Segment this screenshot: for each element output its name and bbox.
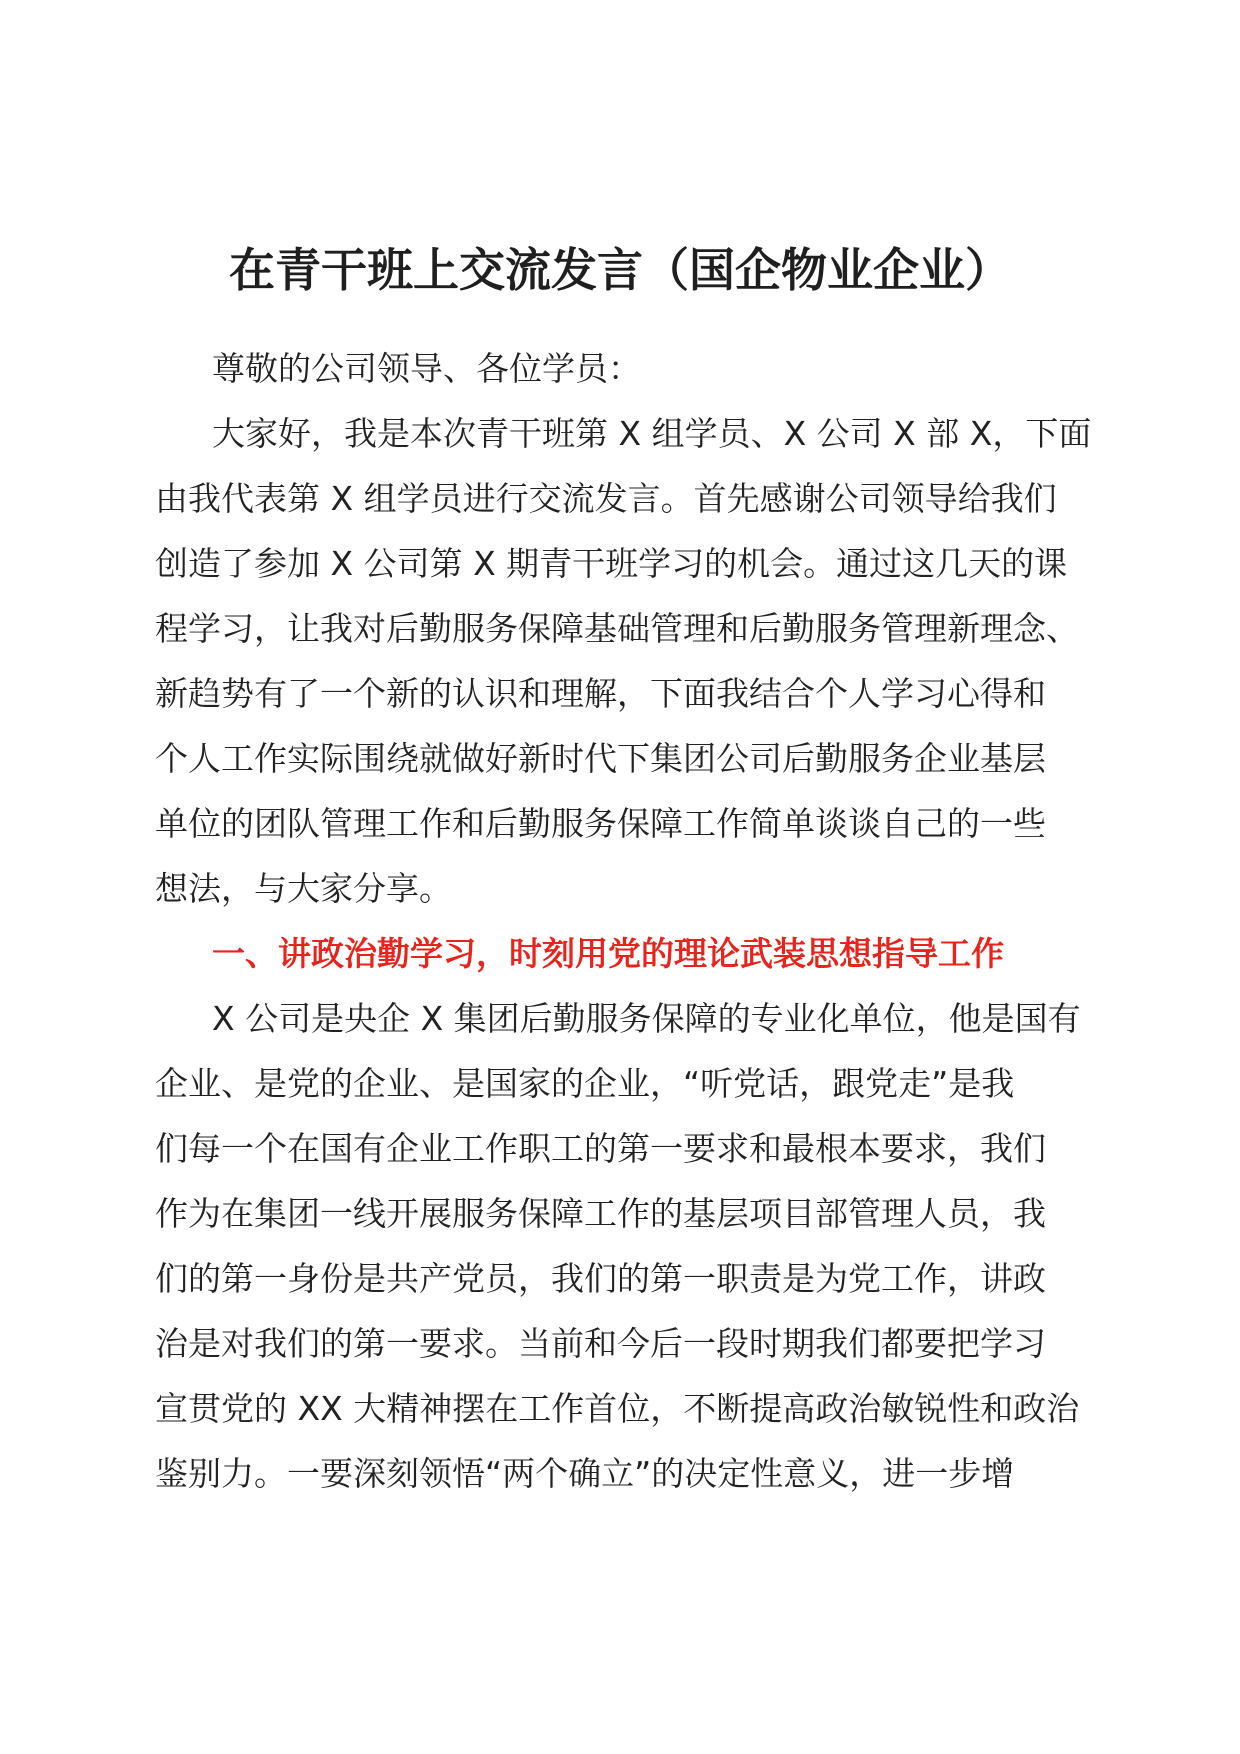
paragraph2-line: 企业、是党的企业、是国家的企业，“听党话，跟党走”是我 bbox=[155, 1064, 1015, 1103]
paragraph2-line: 们每一个在国有企业工作职工的第一要求和最根本要求，我们 bbox=[155, 1129, 1046, 1168]
paragraph1-line: 由我代表第 X 组学员进行交流发言。首先感谢公司领导给我们 bbox=[155, 479, 1057, 518]
paragraph2-line: 治是对我们的第一要求。当前和今后一段时期我们都要把学习 bbox=[155, 1324, 1046, 1363]
paragraph1-line: 创造了参加 X 公司第 X 期青干班学习的机会。通过这几天的课 bbox=[155, 544, 1068, 583]
document-body bbox=[155, 336, 1090, 1506]
salutation: 尊敬的公司领导、各位学员： bbox=[212, 349, 641, 388]
paragraph1-line: 新趋势有了一个新的认识和理解，下面我结合个人学习心得和 bbox=[155, 674, 1046, 713]
paragraph2-line: 们的第一身份是共产党员，我们的第一职责是为党工作，讲政 bbox=[155, 1259, 1046, 1298]
section-heading: 一、讲政治勤学习，时刻用党的理论武装思想指导工作 bbox=[212, 934, 1004, 973]
paragraph2-line: 作为在集团一线开展服务保障工作的基层项目部管理人员，我 bbox=[155, 1194, 1046, 1233]
paragraph2-line: 鉴别力。一要深刻领悟“两个确立”的决定性意义，进一步增 bbox=[155, 1454, 1015, 1493]
paragraph1-line: 单位的团队管理工作和后勤服务保障工作简单谈谈自己的一些 bbox=[155, 804, 1046, 843]
paragraph2-line: X 公司是央企 X 集团后勤服务保障的专业化单位，他是国有 bbox=[212, 999, 1081, 1038]
paragraph1-line: 大家好，我是本次青干班第 X 组学员、X 公司 X 部 X，下面 bbox=[212, 414, 1092, 453]
paragraph1-line: 个人工作实际围绕就做好新时代下集团公司后勤服务企业基层 bbox=[155, 739, 1046, 778]
paragraph1-line: 想法，与大家分享。 bbox=[155, 869, 452, 908]
paragraph2-line: 宣贯党的 XX 大精神摆在工作首位，不断提高政治敏锐性和政治 bbox=[155, 1389, 1080, 1428]
paragraph1-line: 程学习，让我对后勤服务保障基础管理和后勤服务管理新理念、 bbox=[155, 609, 1079, 648]
document-title: 在青干班上交流发言（国企物业企业） bbox=[229, 243, 1011, 297]
